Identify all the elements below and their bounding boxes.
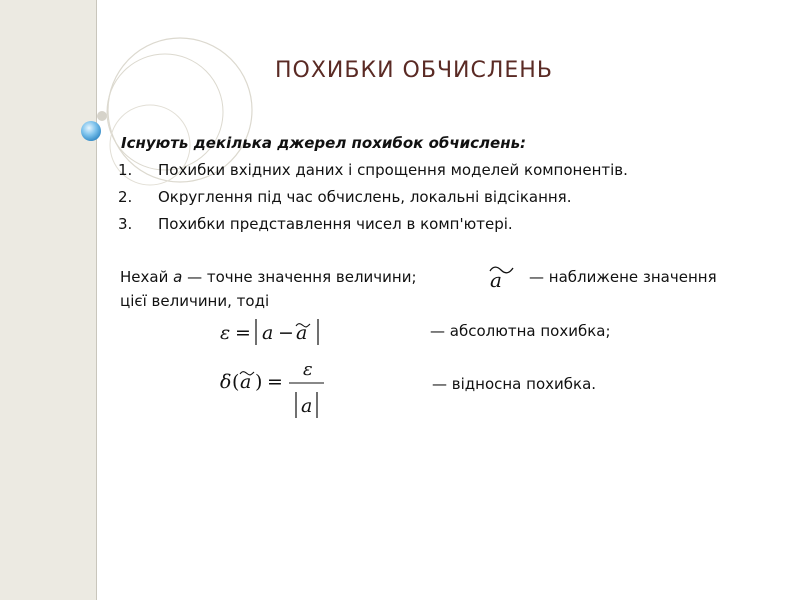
svg-text:): ): [255, 371, 263, 393]
relative-error-label: — відносна похибка.: [432, 375, 597, 393]
svg-text:−: −: [278, 322, 294, 344]
variable-a: a: [173, 268, 183, 286]
list-item: Похибки представлення чисел в комп'ютері.: [158, 215, 513, 233]
svg-text:δ: δ: [220, 371, 232, 393]
approx-a-symbol: [486, 262, 518, 290]
svg-text:a: a: [240, 371, 252, 393]
svg-text:a: a: [490, 268, 502, 290]
list-item-number: 3.: [118, 215, 133, 233]
approx-description: — наближене значення: [529, 268, 717, 286]
list-item-number: 1.: [118, 161, 133, 179]
svg-text:(: (: [232, 371, 240, 393]
svg-text:a: a: [296, 322, 308, 344]
svg-text:a: a: [301, 395, 313, 417]
blue-bubble-icon: [81, 121, 101, 141]
svg-text:=: =: [235, 322, 251, 344]
list-item: Округлення під час обчислень, локальні відсікання.: [158, 188, 572, 206]
list-item-number: 2.: [118, 188, 133, 206]
svg-text:=: =: [267, 371, 283, 393]
intro-line-2: цієї величини, тоді: [120, 292, 270, 310]
sources-heading: Існують декілька джерел похибок обчислень:: [121, 134, 527, 152]
absolute-error-label: — абсолютна похибка;: [430, 322, 611, 340]
svg-text:a: a: [262, 322, 274, 344]
absolute-error-formula: [218, 313, 333, 351]
list-item: Похибки вхідних даних і спрощення моделей компонентів.: [158, 161, 628, 179]
svg-text:ε: ε: [220, 322, 231, 344]
relative-error-formula: [218, 356, 333, 424]
svg-text:ε: ε: [303, 359, 313, 380]
page-title: ПОХИБКИ ОБЧИСЛЕНЬ: [275, 58, 553, 83]
intro-line-1: Нехай a — точне значення величини;: [120, 268, 417, 286]
